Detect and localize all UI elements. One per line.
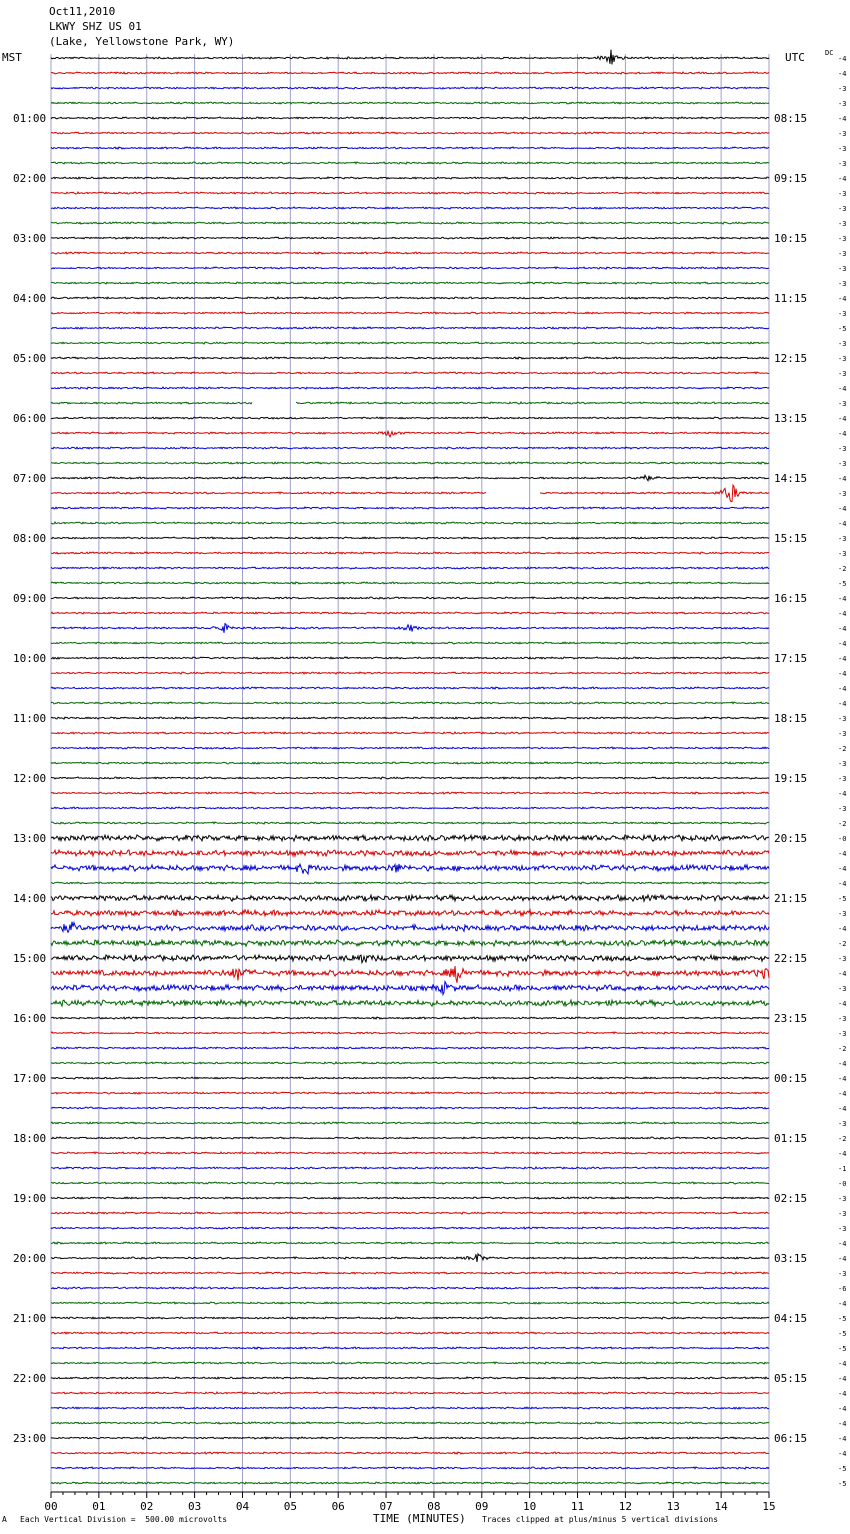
trace-13 <box>51 252 769 254</box>
trace-20 <box>51 357 769 359</box>
dc-offset-label: -4 <box>838 595 847 603</box>
dc-offset-label: -4 <box>838 385 847 393</box>
dc-offset-label: -3 <box>838 190 847 198</box>
trace-77 <box>51 1212 769 1214</box>
dc-offset-label: -5 <box>838 1465 847 1473</box>
header-station: LKWY SHZ US 01 <box>49 20 142 33</box>
dc-offset-label: -3 <box>838 910 847 918</box>
footer-clip-note: Traces clipped at plus/minus 5 vertical divisions <box>482 1515 719 1524</box>
dc-offset-label: -4 <box>838 790 847 798</box>
hour-label-mst: 04:00 <box>13 292 47 305</box>
hour-label-utc: 03:15 <box>774 1252 808 1265</box>
trace-24 <box>51 417 769 419</box>
dc-offset-label: -2 <box>838 1135 847 1143</box>
footer-scale: Each Vertical Division = 500.00 microvolts <box>20 1515 228 1524</box>
trace-61 <box>51 966 769 983</box>
hour-label-utc: 23:15 <box>774 1012 808 1025</box>
trace-10 <box>51 207 769 209</box>
dc-offset-label: -4 <box>838 1300 847 1308</box>
hour-label-mst: 14:00 <box>13 892 47 905</box>
dc-offset-label: -4 <box>838 865 847 873</box>
dc-offset-label: -2 <box>838 940 847 948</box>
trace-50 <box>51 807 769 809</box>
trace-7 <box>51 162 769 164</box>
dc-offset-label: -4 <box>838 655 847 663</box>
trace-87 <box>51 1362 769 1364</box>
hour-label-mst: 15:00 <box>13 952 47 965</box>
dc-offset-label: -4 <box>838 1150 847 1158</box>
trace-90 <box>51 1407 769 1409</box>
trace-91 <box>51 1422 769 1424</box>
hour-label-mst: 18:00 <box>13 1132 47 1145</box>
hour-label-utc: 01:15 <box>774 1132 808 1145</box>
trace-16 <box>51 297 769 299</box>
trace-3 <box>51 102 769 104</box>
dc-offset-label: -4 <box>838 115 847 123</box>
dc-offset-label: -4 <box>838 685 847 693</box>
trace-81 <box>51 1272 769 1274</box>
trace-15 <box>51 282 769 284</box>
hour-label-utc: 04:15 <box>774 1312 808 1325</box>
trace-19 <box>51 342 769 344</box>
dc-offset-label: -3 <box>838 160 847 168</box>
trace-79 <box>51 1242 769 1244</box>
dc-offset-label: -3 <box>838 1270 847 1278</box>
x-tick-label-03: 03 <box>187 1500 202 1513</box>
trace-27 <box>51 462 769 464</box>
x-tick-label-01: 01 <box>92 1500 106 1513</box>
dc-offset-label: -3 <box>838 805 847 813</box>
hour-label-mst: 10:00 <box>13 652 47 665</box>
trace-71 <box>51 1122 769 1124</box>
dc-offset-label: -5 <box>838 580 847 588</box>
dc-offset-label: -3 <box>838 955 847 963</box>
trace-53 <box>51 850 769 856</box>
trace-73 <box>51 1152 769 1154</box>
dc-offset-label: -1 <box>838 1165 847 1173</box>
x-tick-label-11: 11 <box>570 1500 585 1513</box>
hour-label-utc: 19:15 <box>774 772 808 785</box>
hour-label-mst: 20:00 <box>13 1252 47 1265</box>
hour-label-mst: 08:00 <box>13 532 47 545</box>
trace-4 <box>51 117 769 119</box>
dc-offset-label: -3 <box>838 355 847 363</box>
dc-offset-label: -3 <box>838 445 847 453</box>
hour-label-utc: 16:15 <box>774 592 808 605</box>
hour-label-mst: 01:00 <box>13 112 47 125</box>
trace-43 <box>51 702 769 704</box>
header-location: (Lake, Yellowstone Park, WY) <box>49 35 235 48</box>
dc-offset-label: -4 <box>838 925 847 933</box>
trace-23 <box>51 402 769 404</box>
dc-offset-label: -4 <box>838 1450 847 1458</box>
dc-offset-label: -2 <box>838 745 847 753</box>
trace-37 <box>51 612 769 614</box>
trace-41 <box>51 672 769 674</box>
hour-label-utc: 10:15 <box>774 232 808 245</box>
dc-offset-label: -5 <box>838 895 847 903</box>
hour-label-mst: 13:00 <box>13 832 47 845</box>
dc-offset-label: -3 <box>838 250 847 258</box>
trace-63 <box>51 1000 769 1006</box>
dc-offset-label: -3 <box>838 220 847 228</box>
trace-42 <box>51 687 769 689</box>
trace-38 <box>51 624 769 633</box>
dc-offset-label: -0 <box>838 1180 847 1188</box>
trace-89 <box>51 1392 769 1394</box>
trace-72 <box>51 1137 769 1139</box>
trace-18 <box>51 327 769 329</box>
dc-offset-label: -4 <box>838 970 847 978</box>
dc-offset-label: -3 <box>838 265 847 273</box>
trace-75 <box>51 1182 769 1184</box>
trace-40 <box>51 657 769 659</box>
hour-label-utc: 09:15 <box>774 172 808 185</box>
hour-label-utc: 15:15 <box>774 532 808 545</box>
dc-label: DC <box>825 49 834 57</box>
hour-label-mst: 07:00 <box>13 472 47 485</box>
hour-label-mst: 23:00 <box>13 1432 47 1445</box>
hour-label-utc: 06:15 <box>774 1432 808 1445</box>
dc-offset-label: -4 <box>838 475 847 483</box>
trace-59 <box>51 940 769 946</box>
trace-5 <box>51 132 769 134</box>
dc-offset-label: -4 <box>838 1240 847 1248</box>
hour-label-mst: 17:00 <box>13 1072 47 1085</box>
hour-label-utc: 20:15 <box>774 832 808 845</box>
trace-62 <box>51 982 769 995</box>
trace-9 <box>51 192 769 194</box>
x-tick-label-09: 09 <box>475 1500 489 1513</box>
trace-6 <box>51 147 769 149</box>
left-timezone-label: MST <box>2 51 22 64</box>
dc-offset-label: -3 <box>838 715 847 723</box>
trace-0 <box>51 50 769 65</box>
x-axis-title: TIME (MINUTES) <box>373 1512 466 1525</box>
hour-label-utc: 18:15 <box>774 712 808 725</box>
x-tick-label-12: 12 <box>618 1500 633 1513</box>
dc-offset-label: -4 <box>838 430 847 438</box>
dc-offset-label: -3 <box>838 340 847 348</box>
hour-label-mst: 11:00 <box>13 712 47 725</box>
trace-47 <box>51 762 769 764</box>
dc-offset-label: -3 <box>838 1210 847 1218</box>
dc-offset-label: -3 <box>838 205 847 213</box>
trace-32 <box>51 537 769 539</box>
dc-offset-label: -6 <box>838 1285 847 1293</box>
trace-70 <box>51 1107 769 1109</box>
dc-offset-label: -4 <box>838 1435 847 1443</box>
hour-label-utc: 22:15 <box>774 952 808 965</box>
dc-offset-label: -4 <box>838 850 847 858</box>
trace-51 <box>51 822 769 824</box>
trace-29 <box>51 485 769 502</box>
dc-offset-label: -4 <box>838 520 847 528</box>
dc-offset-label: -4 <box>838 415 847 423</box>
dc-offset-label: -5 <box>838 1315 847 1323</box>
dc-offset-label: -4 <box>838 1090 847 1098</box>
header-date: Oct11,2010 <box>49 5 116 18</box>
trace-49 <box>51 792 769 794</box>
dc-offset-label: -3 <box>838 280 847 288</box>
trace-46 <box>51 747 769 749</box>
dc-offset-label: -4 <box>838 880 847 888</box>
trace-31 <box>51 522 769 524</box>
hour-label-mst: 16:00 <box>13 1012 47 1025</box>
trace-22 <box>51 387 769 389</box>
x-tick-label-14: 14 <box>714 1500 728 1513</box>
dc-offset-label: -3 <box>838 1195 847 1203</box>
trace-8 <box>51 177 769 179</box>
hour-label-utc: 13:15 <box>774 412 808 425</box>
trace-64 <box>51 1017 769 1019</box>
trace-55 <box>51 882 769 884</box>
trace-85 <box>51 1332 769 1334</box>
dc-offset-label: -4 <box>838 1255 847 1263</box>
x-tick-label-15: 15 <box>762 1500 776 1513</box>
trace-30 <box>51 507 769 509</box>
trace-2 <box>51 87 769 89</box>
dc-offset-label: -4 <box>838 640 847 648</box>
hour-label-utc: 05:15 <box>774 1372 808 1385</box>
dc-offset-label: -3 <box>838 1120 847 1128</box>
dc-offset-label: -4 <box>838 1105 847 1113</box>
dc-offset-label: -3 <box>838 1225 847 1233</box>
trace-78 <box>51 1227 769 1229</box>
dc-offset-label: -5 <box>838 325 847 333</box>
dc-offset-label: -4 <box>838 625 847 633</box>
dc-offset-label: -3 <box>838 535 847 543</box>
dc-offset-label: -3 <box>838 760 847 768</box>
dc-offset-label: -4 <box>838 1375 847 1383</box>
hour-label-mst: 02:00 <box>13 172 47 185</box>
dc-offset-label: -3 <box>838 370 847 378</box>
trace-35 <box>51 582 769 584</box>
dc-offset-label: -3 <box>838 550 847 558</box>
trace-44 <box>51 717 769 719</box>
hour-label-utc: 17:15 <box>774 652 808 665</box>
trace-28 <box>51 475 769 480</box>
trace-84 <box>51 1317 769 1319</box>
hour-label-utc: 14:15 <box>774 472 808 485</box>
trace-1 <box>51 72 769 74</box>
dc-offset-label: -4 <box>838 610 847 618</box>
dc-offset-label: -4 <box>838 670 847 678</box>
trace-74 <box>51 1167 769 1169</box>
trace-92 <box>51 1437 769 1439</box>
dc-offset-label: -4 <box>838 1360 847 1368</box>
right-timezone-label: UTC <box>785 51 805 64</box>
trace-82 <box>51 1287 769 1289</box>
trace-17 <box>51 312 769 314</box>
x-tick-label-10: 10 <box>523 1500 537 1513</box>
trace-14 <box>51 267 769 269</box>
trace-11 <box>51 222 769 224</box>
dc-offset-label: -4 <box>838 175 847 183</box>
dc-offset-label: -4 <box>838 700 847 708</box>
trace-54 <box>51 864 769 874</box>
trace-56 <box>51 895 769 901</box>
footer-marker: A <box>2 1515 7 1524</box>
dc-offset-label: -3 <box>838 100 847 108</box>
hour-label-utc: 08:15 <box>774 112 808 125</box>
hour-label-mst: 03:00 <box>13 232 47 245</box>
dc-offset-label: -4 <box>838 1000 847 1008</box>
hour-label-mst: 22:00 <box>13 1372 47 1385</box>
dc-offset-label: -4 <box>838 70 847 78</box>
dc-offset-label: -3 <box>838 400 847 408</box>
hour-label-mst: 19:00 <box>13 1192 47 1205</box>
trace-93 <box>51 1452 769 1454</box>
trace-52 <box>51 835 769 841</box>
trace-68 <box>51 1077 769 1079</box>
trace-12 <box>51 237 769 239</box>
trace-39 <box>51 642 769 644</box>
dc-offset-label: -4 <box>838 1420 847 1428</box>
x-tick-label-05: 05 <box>283 1500 297 1513</box>
trace-67 <box>51 1062 769 1064</box>
trace-88 <box>51 1377 769 1379</box>
hour-label-mst: 06:00 <box>13 412 47 425</box>
dc-offset-label: -3 <box>838 310 847 318</box>
dc-offset-label: -3 <box>838 460 847 468</box>
dc-offset-label: -4 <box>838 1390 847 1398</box>
dc-offset-label: -2 <box>838 820 847 828</box>
dc-offset-label: -3 <box>838 730 847 738</box>
trace-21 <box>51 372 769 374</box>
hour-label-mst: 21:00 <box>13 1312 47 1325</box>
hour-label-utc: 12:15 <box>774 352 808 365</box>
trace-25 <box>51 431 769 437</box>
trace-66 <box>51 1047 769 1049</box>
trace-94 <box>51 1467 769 1469</box>
hour-label-mst: 05:00 <box>13 352 47 365</box>
trace-58 <box>51 922 769 933</box>
dc-offset-label: -0 <box>838 835 847 843</box>
trace-33 <box>51 552 769 554</box>
trace-83 <box>51 1302 769 1304</box>
dc-offset-label: -3 <box>838 145 847 153</box>
trace-86 <box>51 1347 769 1349</box>
trace-34 <box>51 567 769 569</box>
dc-offset-label: -4 <box>838 1060 847 1068</box>
hour-label-utc: 02:15 <box>774 1192 808 1205</box>
dc-offset-label: -4 <box>838 55 847 63</box>
dc-offset-label: -2 <box>838 1045 847 1053</box>
x-tick-label-00: 00 <box>44 1500 58 1513</box>
x-tick-label-08: 08 <box>427 1500 441 1513</box>
trace-26 <box>51 447 769 449</box>
dc-offset-label: -5 <box>838 1330 847 1338</box>
dc-offset-label: -3 <box>838 1015 847 1023</box>
trace-95 <box>51 1482 769 1484</box>
x-tick-label-07: 07 <box>379 1500 393 1513</box>
hour-label-utc: 00:15 <box>774 1072 808 1085</box>
dc-offset-label: -3 <box>838 490 847 498</box>
trace-76 <box>51 1197 769 1199</box>
dc-offset-label: -3 <box>838 235 847 243</box>
dc-offset-label: -5 <box>838 1480 847 1488</box>
hour-label-mst: 12:00 <box>13 772 47 785</box>
trace-45 <box>51 732 769 734</box>
dc-offset-label: -4 <box>838 505 847 513</box>
trace-57 <box>51 910 769 916</box>
trace-36 <box>51 597 769 599</box>
trace-69 <box>51 1092 769 1094</box>
dc-offset-label: -3 <box>838 1030 847 1038</box>
dc-offset-label: -4 <box>838 295 847 303</box>
trace-48 <box>51 777 769 779</box>
dc-offset-label: -3 <box>838 85 847 93</box>
x-tick-label-04: 04 <box>235 1500 250 1513</box>
trace-65 <box>51 1032 769 1034</box>
dc-offset-label: -3 <box>838 985 847 993</box>
x-tick-label-06: 06 <box>331 1500 345 1513</box>
x-tick-label-02: 02 <box>140 1500 154 1513</box>
dc-offset-label: -3 <box>838 130 847 138</box>
x-tick-label-13: 13 <box>666 1500 680 1513</box>
dc-offset-label: -5 <box>838 1345 847 1353</box>
dc-offset-label: -3 <box>838 775 847 783</box>
hour-label-utc: 21:15 <box>774 892 808 905</box>
trace-80 <box>51 1254 769 1262</box>
dc-offset-label: -2 <box>838 565 847 573</box>
hour-label-utc: 11:15 <box>774 292 808 305</box>
dc-offset-label: -4 <box>838 1075 847 1083</box>
trace-60 <box>51 955 769 963</box>
hour-label-mst: 09:00 <box>13 592 47 605</box>
dc-offset-label: -4 <box>838 1405 847 1413</box>
